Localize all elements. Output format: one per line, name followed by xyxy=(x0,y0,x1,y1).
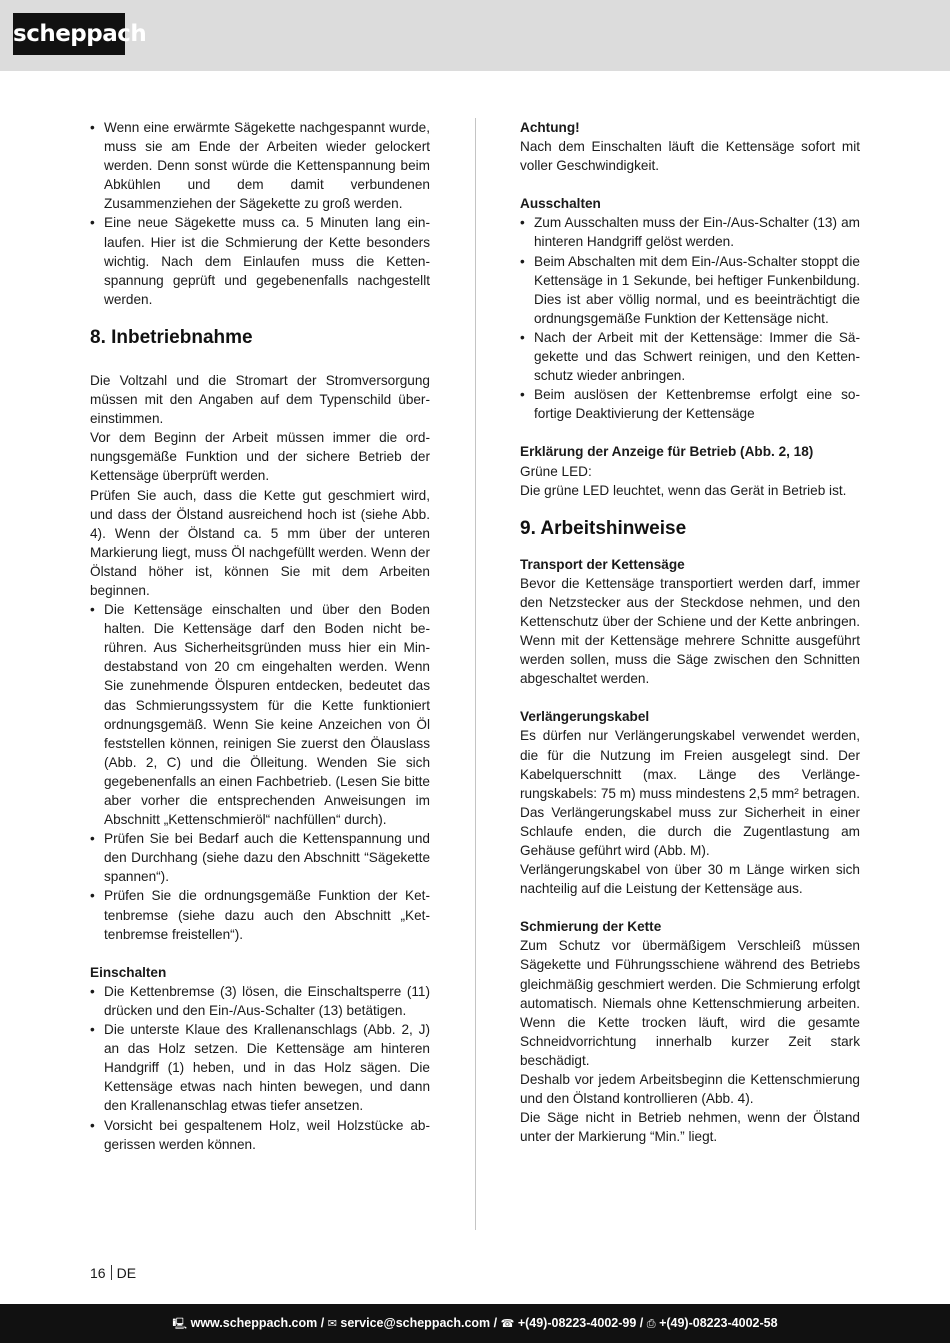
column-divider xyxy=(475,118,476,1230)
section-8-heading: 8. Inbetriebnahme xyxy=(90,326,253,348)
paragraph: Die grüne LED leuchtet, wenn das Gerät in Betrieb ist. xyxy=(520,482,847,498)
paragraph: Grüne LED: xyxy=(520,463,592,479)
paragraph: Es dürfen nur Verlängerungskabel verwendet werden, die für die Nutzung im Freien ausgelegt sind. Der Kabelquerschnitt (max. Länge des Verlängerungskabels: 75 m) muss mindestens 2,5 mm² betragen. Das Verlängerungskabel muss zur Sicherheit in einer Schlaufe enden, die durch die Zugentlastung am Gehäuse geführt wird (Abb. M). xyxy=(520,728,860,858)
page-number-value: 16 xyxy=(90,1265,106,1281)
kabel-heading: Verlängerungskabel xyxy=(520,709,650,725)
footer-separator: / xyxy=(493,1316,498,1330)
ausschalten-bullet-list xyxy=(520,213,860,423)
footer-separator: / xyxy=(320,1316,325,1330)
achtung-heading: Achtung! xyxy=(520,120,580,135)
einschalten-bullet-list xyxy=(90,982,430,1154)
paragraph: Vor dem Beginn der Arbeit müssen immer die ordnungsgemäße Funktion und der sichere Betrieb der Kettensäge überprüft werden. xyxy=(90,430,430,484)
scheppach-logo: scheppach xyxy=(13,13,125,55)
paragraph: Zum Schutz vor übermäßigem Verschleiß müssen Sägekette und Führungsschiene während des Betriebs gleichmäßig geschmiert werden. Die Schmierung erfolgt automatisch. Niemals ohne Kettenschmierung arbeiten. Wenn die Kette trocken läuft, wird die gesamte Schneidvorrichtung innerhalb kurzer Zeit stark beschädigt. xyxy=(520,938,860,1068)
page-footer xyxy=(0,1304,950,1343)
paragraph: Bevor die Kettensäge transportiert werden darf, immer den Netzstecker aus der Steckdose nehmen, und den Kettenschutz über der Schiene und der Kette anbringen. Wenn mit der Kettensäge mehrere Schnitte ausgeführt werden sollen, muss die Säge zwischen den Schnitten abgeschaltet werden. xyxy=(520,575,860,687)
footer-separator: / xyxy=(639,1316,644,1330)
phone-icon: ☎ xyxy=(500,1317,515,1330)
paragraph: Verlängerungskabel von über 30 m Länge wirken sich nachteilig auf die Leistung der Kettensäge aus. xyxy=(520,862,860,897)
page-number xyxy=(90,1265,136,1281)
right-column xyxy=(520,118,860,1146)
list-item: • Die Kettenbremse (3) lösen, die Einschaltsperre (11) drücken und den Ein-/Aus-Schalter (13) betätigen. xyxy=(90,982,430,1020)
list-item: • Prüfen Sie bei Bedarf auch die Kettenspannung und den Durchhang (siehe dazu den Abschnitt “Sägekette spannen“). xyxy=(90,829,430,886)
einschalten-heading: Einschalten xyxy=(90,964,167,980)
page-header xyxy=(0,0,950,71)
list-item: • Beim auslösen der Kettenbremse erfolgt eine sofortige Deaktivierung der Kettensäge xyxy=(520,385,860,423)
list-item: • Beim Abschalten mit dem Ein-/Aus-Schalter stoppt die Kettensäge in 1 Sekunde, bei heftiger Funkenbildung. Dies ist aber völlig normal, und es beeinträchtigt die ordnungsgemäße Funktion der Kettensäge nicht. xyxy=(520,252,860,328)
footer-web-link[interactable]: www.scheppach.com xyxy=(190,1316,318,1330)
intro-bullet-list xyxy=(90,118,430,309)
footer-fax: +(49)-08223-4002-58 xyxy=(659,1316,778,1330)
page-language: DE xyxy=(116,1265,137,1281)
paragraph: Die Voltzahl und die Stromart der Stromversorgung müssen mit den Angaben auf dem Typenschild übereinstimmen. xyxy=(90,372,430,427)
list-item: • Nach der Arbeit mit der Kettensäge: Immer die Sägekette und das Schwert reinigen, und den Kettenschutz wieder anbringen. xyxy=(520,328,860,385)
mail-icon: ✉ xyxy=(327,1317,337,1330)
paragraph: Die Säge nicht in Betrieb nehmen, wenn der Ölstand unter der Markierung “Min.” liegt. xyxy=(520,1110,860,1145)
footer-phone: +(49)-08223-4002-99 xyxy=(517,1316,637,1330)
page-number-separator xyxy=(111,1265,112,1280)
paragraph: Nach dem Einschalten läuft die Kettensäge sofort mit voller Geschwindigkeit. xyxy=(520,139,860,174)
section-8-bullet-list xyxy=(90,600,430,944)
list-item: • Wenn eine erwärmte Sägekette nachgespannt wurde, muss sie am Ende der Arbeiten wieder gelockert werden. Denn sonst würde die Kettenspannung beim Abkühlen und dem damit verbundenen Zusammenziehen der Sägekette zu groß werden. xyxy=(90,118,430,213)
paragraph: Prüfen Sie auch, dass die Kette gut geschmiert wird, und dass der Ölstand ausreichend hoch ist (siehe Abb. 4). Wenn der Ölstand ca. 5 mm über der unteren Markierung liegt, muss Öl nachgefüllt werden. Wenn der Ölstand höher ist, können Sie mit dem Arbeiten beginnen. xyxy=(90,487,430,598)
left-column xyxy=(90,118,430,1154)
footer-email-link[interactable]: service@scheppach.com xyxy=(340,1316,491,1330)
list-item: • Vorsicht bei gespaltenem Holz, weil Holzstücke abgerissen werden können. xyxy=(90,1116,430,1154)
fax-icon: ⎙ xyxy=(646,1317,656,1330)
list-item: • Prüfen Sie die ordnungsgemäße Funktion der Kettenbremse (siehe dazu auch den Abschnitt „Kettenbremse freistellen“). xyxy=(90,886,430,943)
computer-icon: 🖳 xyxy=(172,1317,188,1330)
paragraph: Deshalb vor jedem Arbeitsbeginn die Kettenschmierung und den Ölstand kontrollieren (Abb. 4). xyxy=(520,1072,860,1107)
list-item: • Eine neue Sägekette muss ca. 5 Minuten lang einlaufen. Hier ist die Schmierung der Kette besonders wichtig. Nach dem Einlaufen muss die Kettenspannung geprüft und gegebenenfalls nachgestellt werden. xyxy=(90,213,430,308)
section-9-heading: 9. Arbeitshinweise xyxy=(520,517,687,539)
transport-heading: Transport der Kettensäge xyxy=(520,556,685,572)
schmierung-heading: Schmierung der Kette xyxy=(520,919,662,935)
ausschalten-heading: Ausschalten xyxy=(520,196,601,212)
list-item: • Zum Ausschalten muss der Ein-/Aus-Schalter (13) am hinteren Handgriff gelöst werden. xyxy=(520,213,860,251)
list-item: • Die unterste Klaue des Krallenanschlags (Abb. 2, J) an das Holz setzen. Die Kettensäge am hinteren Handgriff (1) heben, und in das Holz sägen. Die Kettensäge etwas nach hinten bewegen, und dann den Krallenanschlag etwas tiefer ansetzen. xyxy=(90,1020,430,1115)
list-item: • Die Kettensäge einschalten und über den Boden halten. Die Kettensäge darf den Boden nicht berühren. Aus Sicherheitsgründen muss hier ein Mindestabstand von 20 cm eingehalten werden. Wenn Sie zunehmende Ölspuren entdecken, bedeutet das das Schmierungssystem für die Kette funktioniert ordnungsgemäß. Wenn Sie keine Anzeichen von Öl feststellen können, reinigen Sie zuerst den Ölauslass (Abb. 2, C) und die Ölleitung. Wenden Sie sich gegebenenfalls an einen Fachbetrieb. (Lesen Sie bitte aber vorher die entsprechenden Anweisungen im Abschnitt „Kettenschmieröl“ nachfüllen“ durch). xyxy=(90,600,430,829)
anzeige-heading: Erklärung der Anzeige für Betrieb (Abb. 2, 18) xyxy=(520,444,814,460)
